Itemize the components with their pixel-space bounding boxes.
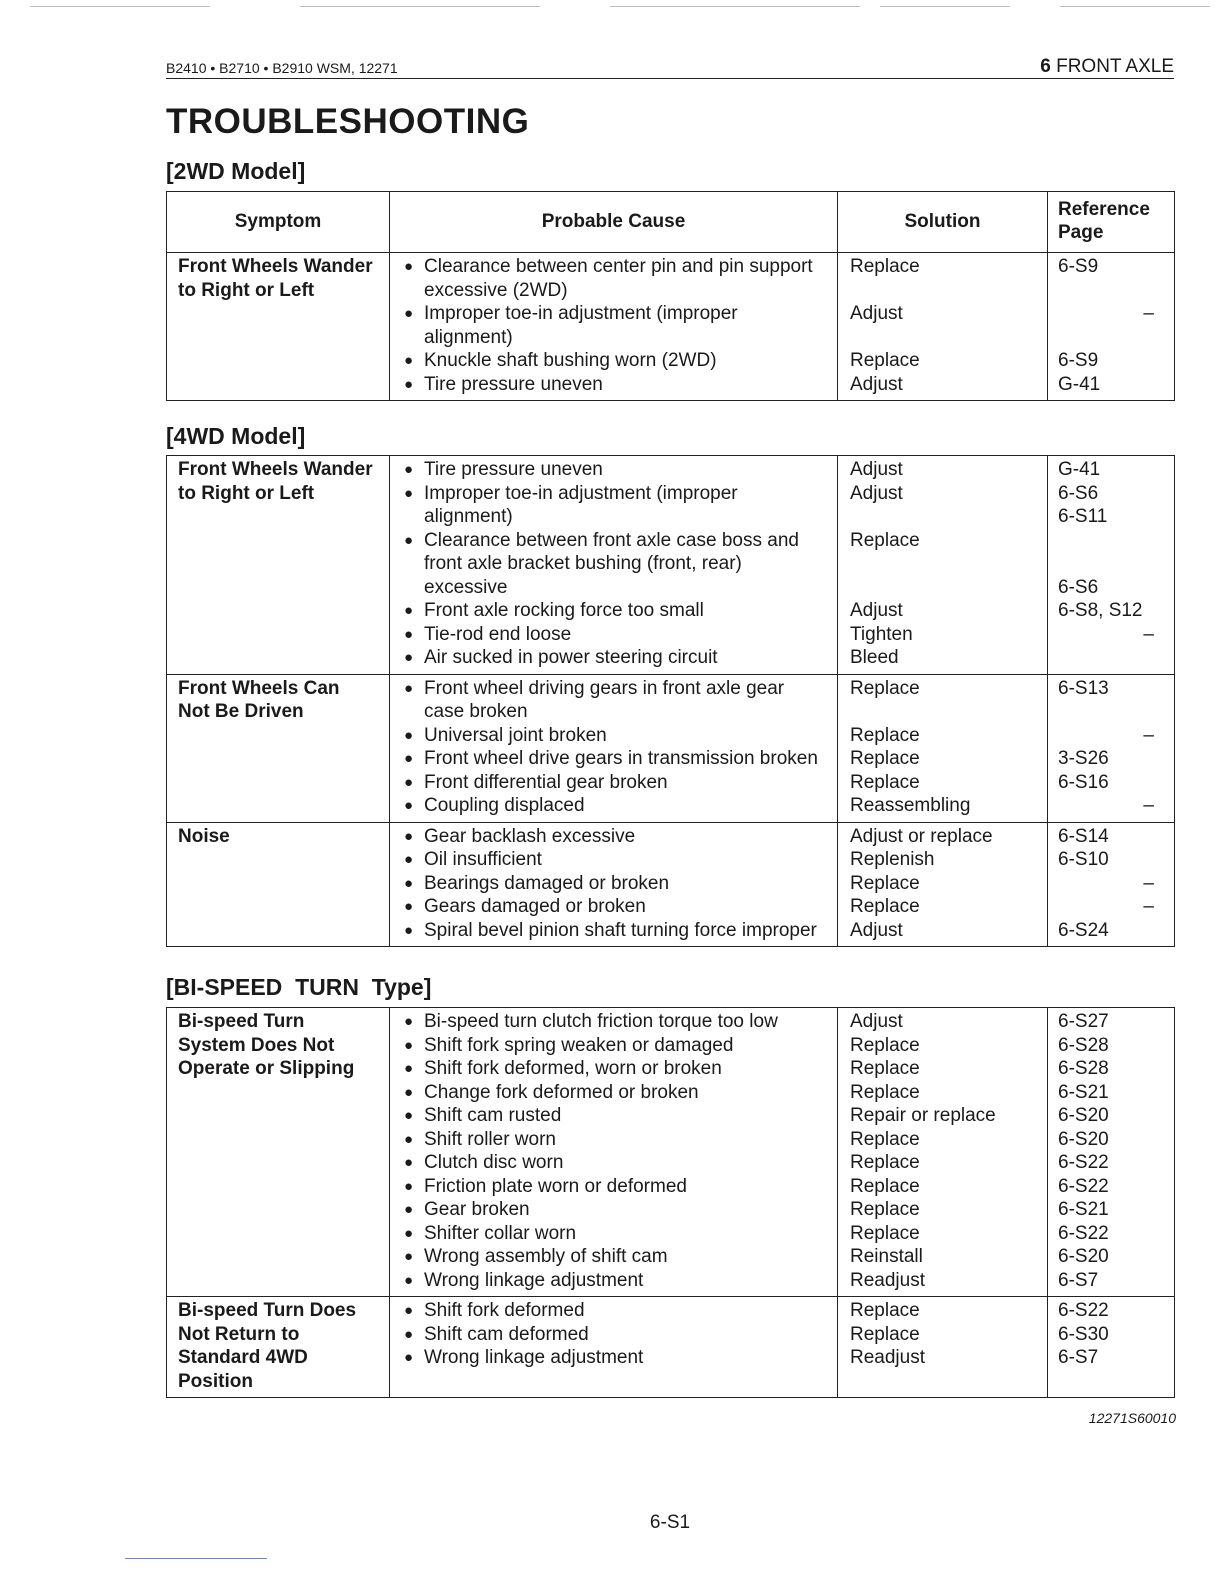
symptom-cell <box>167 253 390 401</box>
solution-item: Adjust <box>850 459 903 480</box>
cause-text: Bearings damaged or broken <box>424 872 670 894</box>
solution-item: Adjust <box>850 1011 903 1032</box>
bullet-icon: ● <box>404 1248 414 1265</box>
reference-page-cell <box>1048 822 1175 947</box>
cause-text: Wrong linkage adjustment <box>424 1269 644 1291</box>
probable-cause-cell <box>390 674 838 822</box>
solution-cell <box>838 822 1048 947</box>
cause-text: Friction plate worn or deformed <box>424 1175 687 1197</box>
cause-text: Wrong linkage adjustment <box>424 1347 644 1368</box>
cause-text: Clearance between front axle case boss and <box>424 529 799 551</box>
symptom-line: to Right or Left <box>178 279 315 301</box>
reference-item: 6-S14 <box>1058 825 1109 847</box>
solution-item: Replace <box>850 256 920 277</box>
reference-item: 6-S8, S12 <box>1058 600 1143 621</box>
solution-cell <box>838 456 1048 675</box>
cause-text: Bi-speed turn clutch friction torque too low <box>424 1011 778 1032</box>
bullet-icon: ● <box>404 1130 414 1148</box>
cause-text: Shift cam deformed <box>424 1323 589 1345</box>
solution-item: Replace <box>850 1128 920 1150</box>
solution-item <box>850 279 1043 303</box>
cause-item <box>404 747 837 771</box>
cause-continuation <box>404 576 837 600</box>
bullet-icon: ● <box>404 461 414 478</box>
cause-continuation <box>404 505 837 529</box>
cause-text: Spiral bevel pinion shaft turning force improper <box>424 919 817 941</box>
cause-text: Front wheel driving gears in front axle gear <box>424 677 785 699</box>
bullet-icon: ● <box>404 531 414 549</box>
reference-item: 6-S20 <box>1058 1105 1109 1126</box>
symptom-cell <box>167 1297 390 1398</box>
reference-page-cell <box>1048 456 1175 675</box>
reference-page-cell <box>1048 1008 1175 1297</box>
header-symptom: Symptom <box>167 192 390 253</box>
reference-item <box>1058 326 1154 350</box>
scan-artifact-line <box>125 1558 267 1559</box>
bullet-icon: ● <box>404 1349 414 1366</box>
solution-item: Replace <box>850 1175 920 1197</box>
reference-item: 6-S20 <box>1058 1128 1109 1150</box>
scan-artifact <box>0 6 1224 16</box>
cause-text: Shift cam rusted <box>424 1105 562 1126</box>
reference-item <box>1058 279 1154 303</box>
cause-text: Shifter collar worn <box>424 1222 577 1244</box>
reference-item: 6-S9 <box>1058 256 1099 277</box>
solution-item: Adjust <box>850 303 903 324</box>
section-heading <box>1040 56 1174 78</box>
cause-text: Oil insufficient <box>424 849 542 870</box>
reference-item <box>1058 529 1154 553</box>
reference-page-cell <box>1048 674 1175 822</box>
cause-item <box>404 529 837 553</box>
solution-cell <box>838 674 1048 822</box>
solution-item: Replace <box>850 1081 920 1103</box>
solution-item: Replace <box>850 872 920 894</box>
bullet-icon: ● <box>404 625 414 643</box>
reference-item: 6-S7 <box>1058 1347 1099 1368</box>
solution-item: Replace <box>850 1034 920 1056</box>
reference-item: 6-S22 <box>1058 1175 1109 1197</box>
reference-item: – <box>1143 872 1154 894</box>
reference-item: 6-S21 <box>1058 1081 1109 1103</box>
cause-text: Front differential gear broken <box>424 771 668 793</box>
header-reference-page <box>1048 192 1175 253</box>
symptom-cell <box>167 822 390 947</box>
bullet-icon: ● <box>404 726 414 744</box>
bullet-icon: ● <box>404 1325 414 1343</box>
cause-text: Air sucked in power steering circuit <box>424 647 718 668</box>
solution-item: Reinstall <box>850 1246 923 1267</box>
solution-item <box>850 326 1043 350</box>
cause-item <box>404 1128 837 1152</box>
reference-item: 6-S9 <box>1058 350 1099 371</box>
cause-item <box>404 1323 837 1347</box>
cause-item <box>404 895 837 919</box>
cause-text: Shift fork deformed, worn or broken <box>424 1058 722 1079</box>
solution-item: Repair or replace <box>850 1105 996 1126</box>
cause-item <box>404 1010 837 1034</box>
solution-item: Adjust <box>850 373 903 395</box>
symptom-line: System Does Not <box>178 1034 335 1056</box>
cause-item <box>404 482 837 506</box>
reference-item: 6-S28 <box>1058 1058 1109 1079</box>
model-reference: B2410 • B2710 • B2910 WSM, 12271 <box>166 60 398 76</box>
reference-item: 6-S16 <box>1058 771 1109 793</box>
cause-text: Change fork deformed or broken <box>424 1081 699 1103</box>
bullet-icon: ● <box>404 921 414 939</box>
reference-item: 6-S28 <box>1058 1034 1109 1056</box>
cause-item <box>404 1299 837 1323</box>
cause-text: front axle bracket bushing (front, rear) <box>424 553 742 574</box>
bullet-icon: ● <box>404 305 414 322</box>
symptom-line: Not Be Driven <box>178 701 304 722</box>
solution-item: Replace <box>850 529 920 551</box>
reference-item: 6-S13 <box>1058 677 1109 699</box>
header-reference-line: Reference <box>1058 199 1150 220</box>
reference-item: 6-S21 <box>1058 1199 1109 1220</box>
cause-item <box>404 794 837 818</box>
cause-text: Clearance between center pin and pin support <box>424 256 813 277</box>
reference-item: – <box>1143 303 1154 324</box>
solution-item: Readjust <box>850 1269 925 1291</box>
symptom-cell <box>167 674 390 822</box>
document-code: 12271S60010 <box>1088 1410 1176 1426</box>
solution-item: Replace <box>850 1323 920 1345</box>
solution-item: Replenish <box>850 849 935 870</box>
cause-item <box>404 825 837 849</box>
cause-text: Knuckle shaft bushing worn (2WD) <box>424 350 717 371</box>
solution-item <box>850 576 1043 600</box>
reference-item: 6-S27 <box>1058 1011 1109 1032</box>
reference-item <box>1058 700 1154 724</box>
bullet-icon: ● <box>404 773 414 791</box>
reference-item <box>1058 646 1154 670</box>
solution-item: Replace <box>850 748 920 769</box>
cause-text: Clutch disc worn <box>424 1152 564 1173</box>
bullet-icon: ● <box>404 1060 414 1077</box>
bullet-icon: ● <box>404 898 414 915</box>
cause-text: Tire pressure uneven <box>424 459 603 480</box>
cause-text: Universal joint broken <box>424 724 607 746</box>
cause-item <box>404 255 837 279</box>
table-row <box>167 253 1175 401</box>
cause-item <box>404 373 837 397</box>
bullet-icon: ● <box>404 258 414 275</box>
table-4wd <box>166 455 1175 947</box>
section-title-2wd: [2WD Model] <box>166 158 306 184</box>
reference-item: – <box>1143 795 1154 816</box>
reference-item: – <box>1143 724 1154 746</box>
reference-item: 6-S30 <box>1058 1323 1109 1345</box>
bullet-icon: ● <box>404 827 414 845</box>
cause-continuation <box>404 700 837 724</box>
symptom-line: Operate or Slipping <box>178 1058 355 1079</box>
cause-item <box>404 1081 837 1105</box>
cause-item <box>404 1104 837 1128</box>
cause-item <box>404 302 837 326</box>
bullet-icon: ● <box>404 352 414 369</box>
cause-item <box>404 848 837 872</box>
symptom-line: Front Wheels Can <box>178 677 340 699</box>
cause-text: Improper toe-in adjustment (improper <box>424 303 738 324</box>
solution-item: Replace <box>850 771 920 793</box>
bullet-icon: ● <box>404 1154 414 1171</box>
cause-item <box>404 458 837 482</box>
bullet-icon: ● <box>404 484 414 502</box>
bullet-icon: ● <box>404 602 414 619</box>
cause-item <box>404 771 837 795</box>
reference-item: 6-S22 <box>1058 1222 1109 1244</box>
probable-cause-cell <box>390 456 838 675</box>
cause-item <box>404 1034 837 1058</box>
symptom-line: Front Wheels Wander <box>178 459 373 480</box>
symptom-cell <box>167 456 390 675</box>
solution-item: Adjust <box>850 600 903 621</box>
solution-item: Replace <box>850 896 920 917</box>
cause-item <box>404 1057 837 1081</box>
reference-page-cell <box>1048 1297 1175 1398</box>
reference-item: 6-S6 <box>1058 576 1099 598</box>
solution-item <box>850 700 1043 724</box>
section-name: FRONT AXLE <box>1056 56 1174 77</box>
probable-cause-cell <box>390 822 838 947</box>
header-reference-line: Page <box>1058 222 1104 243</box>
solution-item: Replace <box>850 1300 920 1321</box>
cause-text: case broken <box>424 701 528 722</box>
table-2wd <box>166 191 1175 401</box>
bullet-icon: ● <box>404 1302 414 1319</box>
page-number: 6-S1 <box>649 1512 691 1533</box>
cause-text: Shift fork spring weaken or damaged <box>424 1034 734 1056</box>
solution-item: Adjust <box>850 482 903 504</box>
solution-item: Replace <box>850 677 920 699</box>
cause-item <box>404 1151 837 1175</box>
bullet-icon: ● <box>404 1107 414 1124</box>
reference-item: 6-S6 <box>1058 482 1099 504</box>
table-row <box>167 822 1175 947</box>
cause-continuation <box>404 552 837 576</box>
bullet-icon: ● <box>404 874 414 892</box>
cause-text: Tie-rod end loose <box>424 623 572 645</box>
symptom-line: Standard 4WD <box>178 1347 308 1368</box>
solution-item: Replace <box>850 1152 920 1173</box>
solution-item: Adjust or replace <box>850 825 993 847</box>
bullet-icon: ● <box>404 1201 414 1218</box>
solution-cell <box>838 1008 1048 1297</box>
solution-item <box>850 505 1043 529</box>
page-header <box>166 54 1174 79</box>
reference-item: 6-S20 <box>1058 1246 1109 1267</box>
reference-item: 6-S10 <box>1058 849 1109 870</box>
solution-item <box>850 552 1043 576</box>
cause-text: alignment) <box>424 506 513 527</box>
header-solution: Solution <box>838 192 1048 253</box>
bullet-icon: ● <box>404 375 414 393</box>
symptom-line: Noise <box>178 825 230 847</box>
reference-item: 6-S7 <box>1058 1269 1099 1291</box>
reference-item <box>1058 552 1154 576</box>
reference-item: 6-S22 <box>1058 1152 1109 1173</box>
cause-item <box>404 872 837 896</box>
table-row <box>167 674 1175 822</box>
cause-text: Tire pressure uneven <box>424 373 603 395</box>
symptom-line: Front Wheels Wander <box>178 256 373 277</box>
bullet-icon: ● <box>404 797 414 814</box>
bullet-icon: ● <box>404 1036 414 1054</box>
solution-cell <box>838 253 1048 401</box>
cause-text: Improper toe-in adjustment (improper <box>424 482 738 504</box>
cause-text: excessive <box>424 576 508 598</box>
cause-text: Shift roller worn <box>424 1128 556 1150</box>
solution-item: Bleed <box>850 647 899 668</box>
cause-text: excessive (2WD) <box>424 279 568 301</box>
reference-item: G-41 <box>1058 459 1101 480</box>
solution-item: Replace <box>850 1058 920 1079</box>
cause-item <box>404 1245 837 1269</box>
symptom-cell <box>167 1008 390 1297</box>
symptom-line: Bi-speed Turn <box>178 1011 305 1032</box>
symptom-line: to Right or Left <box>178 482 315 504</box>
cause-item <box>404 919 837 943</box>
cause-item <box>404 623 837 647</box>
reference-item: – <box>1143 623 1154 645</box>
probable-cause-cell <box>390 1297 838 1398</box>
reference-item: 6-S11 <box>1058 506 1108 527</box>
solution-item: Readjust <box>850 1347 925 1368</box>
cause-item <box>404 1346 837 1370</box>
cause-text: Wrong assembly of shift cam <box>424 1246 668 1267</box>
probable-cause-cell <box>390 253 838 401</box>
bullet-icon: ● <box>404 1177 414 1195</box>
reference-item: G-41 <box>1058 373 1101 395</box>
cause-text: Gear broken <box>424 1199 530 1220</box>
cause-item <box>404 349 837 373</box>
reference-page-cell <box>1048 253 1175 401</box>
cause-item <box>404 1222 837 1246</box>
symptom-line: Not Return to <box>178 1323 300 1345</box>
table-bispeed <box>166 1007 1175 1398</box>
solution-item: Replace <box>850 350 920 371</box>
symptom-line: Position <box>178 1370 253 1392</box>
reference-item: 3-S26 <box>1058 748 1109 769</box>
cause-item <box>404 646 837 670</box>
solution-cell <box>838 1297 1048 1398</box>
table-row <box>167 1008 1175 1297</box>
cause-text: alignment) <box>424 326 513 348</box>
table-row <box>167 1297 1175 1398</box>
bullet-icon: ● <box>404 649 414 666</box>
probable-cause-cell <box>390 1008 838 1297</box>
section-number: 6 <box>1040 56 1051 77</box>
symptom-line: Bi-speed Turn Does <box>178 1300 357 1321</box>
solution-item: Replace <box>850 724 920 746</box>
page-title: TROUBLESHOOTING <box>166 102 530 141</box>
cause-item <box>404 1198 837 1222</box>
bullet-icon: ● <box>404 851 414 868</box>
cause-item <box>404 677 837 701</box>
table-row <box>167 456 1175 675</box>
cause-text: Shift fork deformed <box>424 1300 585 1321</box>
bullet-icon: ● <box>404 1271 414 1289</box>
reference-item: 6-S22 <box>1058 1300 1109 1321</box>
cause-continuation <box>404 326 837 350</box>
cause-item <box>404 1175 837 1199</box>
section-title-4wd: [4WD Model] <box>166 423 306 449</box>
cause-text: Coupling displaced <box>424 795 585 816</box>
section-title-bispeed: [BI-SPEED TURN Type] <box>166 974 432 1000</box>
header-row <box>167 192 1175 253</box>
cause-item <box>404 724 837 748</box>
cause-item <box>404 1269 837 1293</box>
reference-item: 6-S24 <box>1058 919 1109 941</box>
solution-item: Replace <box>850 1199 920 1220</box>
cause-item <box>404 599 837 623</box>
solution-item: Reassembling <box>850 795 971 816</box>
bullet-icon: ● <box>404 1083 414 1101</box>
cause-text: Front wheel drive gears in transmission broken <box>424 748 818 769</box>
bullet-icon: ● <box>404 750 414 767</box>
reference-item: – <box>1143 896 1154 917</box>
solution-item: Adjust <box>850 919 903 941</box>
bullet-icon: ● <box>404 1013 414 1030</box>
header-probable-cause: Probable Cause <box>390 192 838 253</box>
cause-text: Gear backlash excessive <box>424 825 636 847</box>
cause-text: Front axle rocking force too small <box>424 600 704 621</box>
solution-item: Tighten <box>850 623 913 645</box>
bullet-icon: ● <box>404 679 414 697</box>
solution-item: Replace <box>850 1222 920 1244</box>
cause-continuation <box>404 279 837 303</box>
cause-text: Gears damaged or broken <box>424 896 646 917</box>
bullet-icon: ● <box>404 1224 414 1242</box>
